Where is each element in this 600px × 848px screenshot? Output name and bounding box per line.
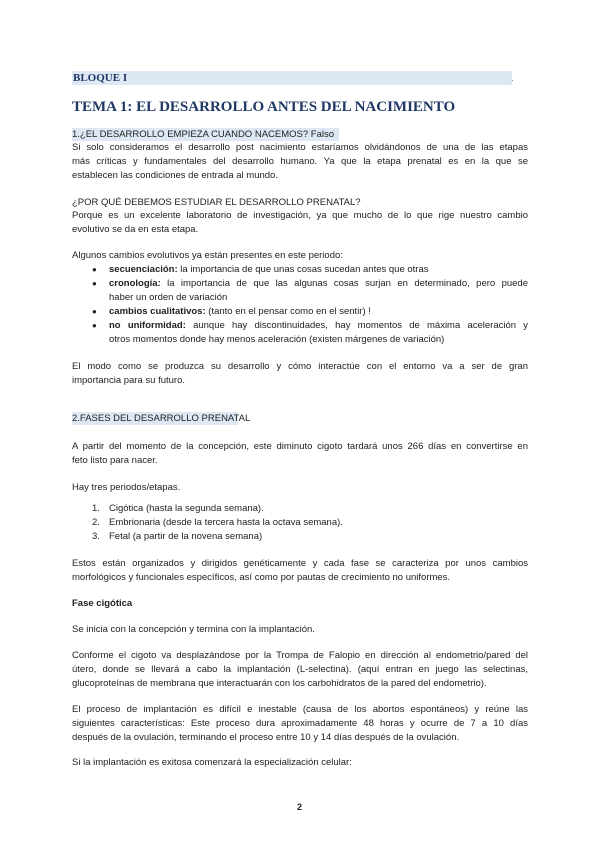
bullet-item bbox=[109, 306, 371, 318]
q1-line: más críticas y fundamentales del desarrollo humano. Ya que la etapa prenatal es en la que se bbox=[72, 156, 528, 167]
organizados-line: Estos están organizados y dirigidos genéticamente y cada fase se caracteriza por unos cambios bbox=[72, 558, 528, 569]
block-dot: . bbox=[511, 73, 514, 83]
page-number: 2 bbox=[297, 802, 303, 812]
bullet-item bbox=[109, 320, 528, 332]
proceso-line: siguientes características: Este proceso dura aproximadamente 48 horas y ocurre de 7 a 10 días bbox=[72, 718, 528, 729]
inicia-line: Se inicia con la concepción y termina con la implantación. bbox=[72, 624, 315, 635]
periodos-intro: Hay tres periodos/etapas. bbox=[72, 482, 181, 493]
periodo-item: Cigótica (hasta la segunda semana). bbox=[109, 503, 264, 514]
periodo-item: Embrionaria (desde la tercera hasta la octava semana). bbox=[109, 517, 343, 528]
bullet-dot: ● bbox=[92, 265, 97, 274]
proceso-line: El proceso de implantación es difícil e inestable (causa de los abortos espontáneos) y reúne las bbox=[72, 704, 528, 715]
block-highlight bbox=[72, 71, 512, 85]
concepcion-line: feto listo para nacer. bbox=[72, 455, 158, 466]
bullet-text: la importancia de que unas cosas sucedan antes que otras bbox=[177, 264, 429, 275]
q1-line: establecen las condiciones de entrada al mundo. bbox=[72, 170, 278, 181]
bullet-term: cambios cualitativos: bbox=[109, 306, 206, 317]
bullet-term: secuenciación: bbox=[109, 264, 178, 275]
periodo-number: 2. bbox=[92, 517, 100, 528]
fase-cigotica-heading: Fase cigótica bbox=[72, 598, 133, 609]
tema-title: TEMA 1: EL DESARROLLO ANTES DEL NACIMIENTO bbox=[72, 99, 456, 115]
conforme-line: útero, donde se llevará a cabo la implantación (L-selectina). (aquí entran en juego las selectinas, bbox=[72, 664, 528, 675]
q1-line: Si solo consideramos el desarrollo post nacimiento estaríamos olvidándonos de una de las etapas bbox=[72, 142, 528, 153]
periodo-number: 1. bbox=[92, 503, 100, 514]
concepcion-line: A partir del momento de la concepción, este diminuto cigoto tardará unos 266 días en convertirse en bbox=[72, 441, 528, 452]
q2-line: evolutivo se da en esta etapa. bbox=[72, 224, 199, 235]
q2-line: Porque es un excelente laboratorio de investigación, ya que mucho de lo que rige nuestro cambio bbox=[72, 210, 528, 221]
modo-line: importancia para su futuro. bbox=[72, 375, 186, 386]
bullet-cont: otros momentos donde hay menos aceleración (existen márgenes de variación) bbox=[109, 334, 445, 345]
bullet-text: (tanto en el pensar como en el sentir) ! bbox=[205, 306, 371, 317]
conforme-line: glucoproteínas de membrana que interactuarán con los carbohidratos de la pared del endometrio). bbox=[72, 678, 487, 689]
cambios-intro: Algunos cambios evolutivos ya están presentes en este periodo: bbox=[72, 250, 343, 261]
bullet-dot: ● bbox=[92, 307, 97, 316]
bullet-text: aunque hay discontinuidades, hay momentos de máxima aceleración y bbox=[185, 320, 528, 331]
bullet-dot: ● bbox=[92, 279, 97, 288]
bullet-item bbox=[109, 278, 528, 290]
bullet-term: no uniformidad: bbox=[109, 320, 186, 331]
modo-line: El modo como se produzca su desarrollo y cómo interactúe con el entorno va a ser de gran bbox=[72, 361, 528, 372]
bullet-dot: ● bbox=[92, 321, 97, 330]
organizados-line: morfológicos y funcionales específicos, así como por pautas de crecimiento no uniformes. bbox=[72, 572, 451, 583]
q1-heading: 1.¿EL DESARROLLO EMPIEZA CUANDO NACEMOS? Falso bbox=[72, 129, 335, 140]
bullet-cont: haber un orden de variación bbox=[109, 292, 228, 303]
periodo-number: 3. bbox=[92, 531, 100, 542]
block-label: BLOQUE I bbox=[73, 72, 128, 84]
section2-heading: 2.FASES DEL DESARROLLO PRENATAL bbox=[72, 413, 251, 424]
conforme-line: Conforme el cigoto va desplazándose por la Trompa de Falopio en dirección al endometrio/pared del bbox=[72, 650, 528, 661]
exitosa-line: Si la implantación es exitosa comenzará la especialización celular: bbox=[72, 757, 352, 768]
proceso-line: después de la ovulación, terminando el proceso entre 10 y 14 días después de la ovulación. bbox=[72, 732, 460, 743]
periodo-item: Fetal (a partir de la novena semana) bbox=[109, 531, 263, 542]
bullet-item bbox=[109, 264, 429, 276]
q2-heading: ¿POR QUÉ DEBEMOS ESTUDIAR EL DESARROLLO PRENATAL? bbox=[72, 197, 361, 208]
bullet-term: cronología: bbox=[109, 278, 161, 289]
bullet-text: la importancia de que las algunas cosas surjan en determinado, pero puede bbox=[160, 278, 528, 289]
